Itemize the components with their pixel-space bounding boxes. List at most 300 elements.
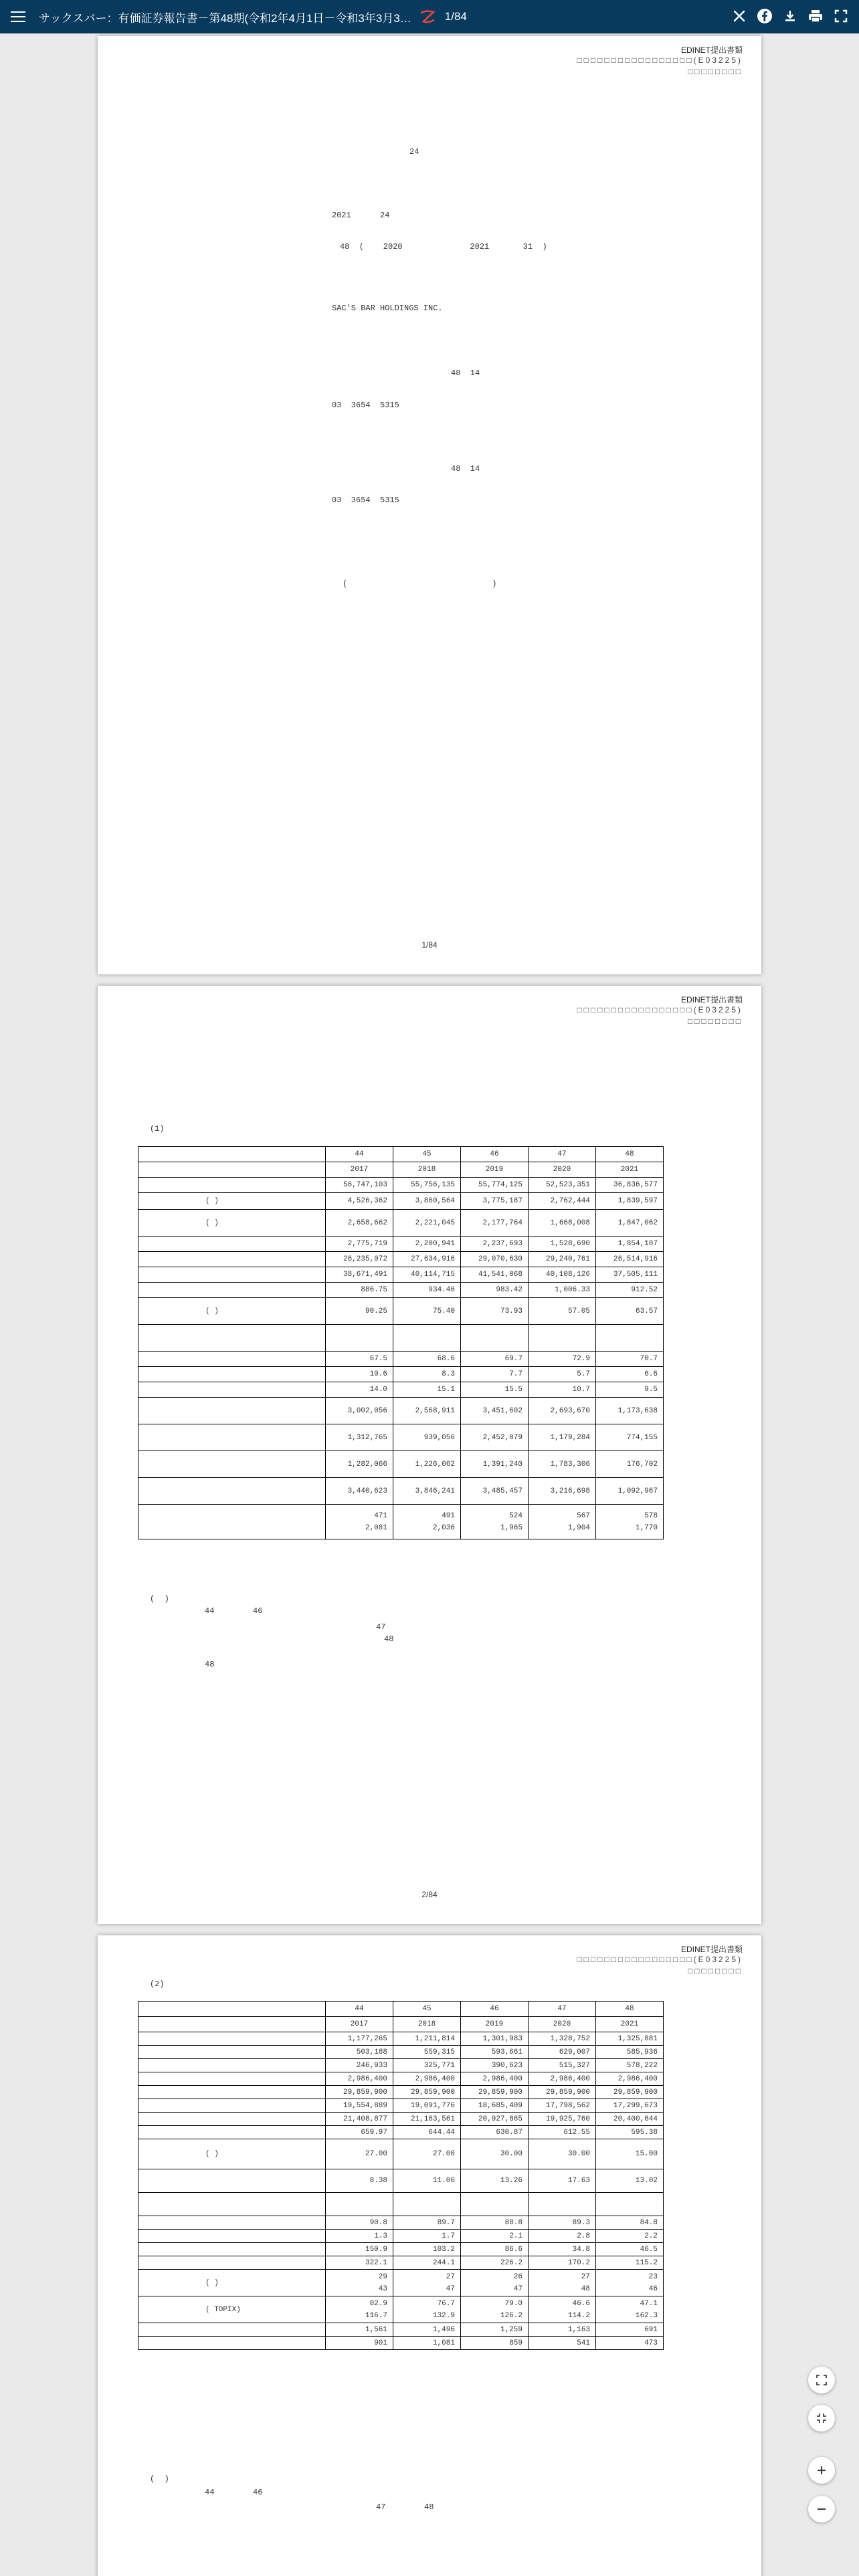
cell-value: 84.8 — [640, 2218, 658, 2227]
fullscreen-icon[interactable] — [832, 7, 850, 25]
print-icon[interactable] — [807, 7, 824, 25]
table-header-row — [138, 1162, 664, 1178]
value-cell — [461, 2323, 529, 2337]
document-type-line: □□□□□□□□ — [688, 1966, 743, 1975]
row-label-cell — [138, 1505, 326, 1539]
header-cell: 2021 — [596, 2017, 664, 2032]
table-row — [138, 1424, 664, 1451]
header-cell: 47 — [529, 2002, 596, 2017]
value-cell — [393, 1325, 461, 1352]
value-cell — [326, 2169, 393, 2193]
header-cell: 2019 — [461, 1162, 529, 1178]
value-cell — [326, 1237, 393, 1252]
value-cell — [529, 2216, 596, 2230]
row-label-cell — [138, 2072, 326, 2086]
header-cell: 46 — [461, 1147, 529, 1162]
value-cell — [529, 1298, 596, 1325]
cell-value: 103.2 — [432, 2245, 455, 2254]
table-note: 44 46 — [205, 2488, 263, 2497]
cell-value: 2,775,719 — [347, 1240, 387, 1248]
value-cell — [596, 1325, 664, 1352]
cell-value: 29,240,761 — [545, 1255, 590, 1263]
brand-logo-icon[interactable] — [419, 9, 436, 25]
table-row — [138, 2126, 664, 2139]
value-cell — [461, 2337, 529, 2350]
cell-value: 1,391,240 — [482, 1460, 522, 1469]
cell-value: 18,685,409 — [478, 2101, 522, 2110]
cell-value: 559,315 — [423, 2048, 455, 2056]
cell-sub-value: 1,904 — [567, 1523, 590, 1532]
value-cell — [326, 2270, 393, 2296]
value-cell — [326, 1367, 393, 1382]
value-cell — [461, 2193, 529, 2216]
table-row — [138, 2099, 664, 2113]
cell-value: 912.52 — [631, 1286, 658, 1294]
value-cell — [461, 1424, 529, 1451]
table-row — [138, 1237, 664, 1252]
cell-value: 567 — [577, 1511, 590, 1520]
cell-value: 115.2 — [635, 2258, 658, 2267]
value-cell — [393, 1352, 461, 1367]
cell-value: 73.93 — [500, 1307, 522, 1315]
cell-value: 30.00 — [567, 2150, 590, 2158]
value-cell — [326, 1298, 393, 1325]
table-row — [138, 2139, 664, 2169]
cell-value: 1,328,752 — [550, 2034, 590, 2043]
value-cell — [393, 1193, 461, 1210]
value-cell — [393, 1424, 461, 1451]
cell-value: 1,496 — [432, 2325, 455, 2334]
cell-sub-value: 46 — [648, 2284, 658, 2293]
cell-value: 390,623 — [491, 2061, 522, 2070]
cell-value: 939,056 — [423, 1433, 455, 1442]
value-cell — [461, 2113, 529, 2126]
cell-value: 1,668,008 — [550, 1218, 590, 1227]
page-number-footer: 1/84 — [421, 940, 438, 950]
cell-value: 3,002,056 — [347, 1406, 387, 1415]
row-label-cell — [138, 1478, 326, 1505]
cell-value: 2.1 — [509, 2232, 522, 2240]
cell-value: 593,661 — [491, 2048, 522, 2056]
cell-value: 27,634,916 — [410, 1255, 455, 1263]
value-cell — [596, 2072, 664, 2086]
fit-page-button[interactable] — [808, 2367, 835, 2393]
cell-value: 29,859,900 — [410, 2088, 455, 2097]
header-cell: 2018 — [393, 2017, 461, 2032]
header-label-cell — [138, 2017, 326, 2032]
value-cell — [529, 2072, 596, 2086]
table-row — [138, 1325, 664, 1352]
value-cell — [461, 2032, 529, 2046]
cell-value: 644.44 — [428, 2128, 455, 2137]
value-cell — [529, 1424, 596, 1451]
value-cell — [529, 1210, 596, 1237]
table-row — [138, 1398, 664, 1424]
value-cell — [393, 2256, 461, 2270]
cell-value: 2,986,400 — [415, 2074, 455, 2083]
header-cell: 2017 — [326, 2017, 393, 2032]
cell-value: 13.26 — [500, 2177, 522, 2185]
table-row — [138, 1193, 664, 1210]
cell-value: 901 — [374, 2339, 387, 2347]
value-cell — [393, 1210, 461, 1237]
value-cell — [596, 1505, 664, 1539]
value-cell — [529, 1478, 596, 1505]
cell-value: 20,400,644 — [613, 2115, 658, 2123]
cell-value: 63.57 — [635, 1307, 658, 1315]
cell-value: 1,325,881 — [617, 2034, 658, 2043]
value-cell — [326, 1325, 393, 1352]
viewer-toolbar — [0, 0, 859, 33]
table-row — [138, 1451, 664, 1478]
cell-value: 15.00 — [635, 2150, 658, 2158]
value-cell — [393, 2169, 461, 2193]
value-cell — [596, 1478, 664, 1505]
page-counter: 1/84 — [444, 10, 467, 23]
cell-value: 9.5 — [644, 1386, 658, 1394]
cell-sub-value: 47 — [513, 2284, 522, 2293]
cell-value: 55,756,135 — [410, 1181, 455, 1189]
value-cell — [529, 2243, 596, 2256]
cell-value: 13.02 — [635, 2177, 658, 2185]
cell-sub-value: 48 — [581, 2284, 590, 2293]
row-label-cell: ( ) — [138, 2139, 326, 2169]
value-cell — [596, 1252, 664, 1267]
row-label-cell: ( ) — [138, 1298, 326, 1325]
value-cell — [393, 1252, 461, 1267]
value-cell — [393, 2323, 461, 2337]
value-cell — [529, 1325, 596, 1352]
value-cell — [596, 1367, 664, 1382]
value-cell — [393, 2059, 461, 2072]
cell-value: 2.8 — [577, 2232, 590, 2240]
value-cell — [529, 1505, 596, 1539]
cell-value: 29,859,900 — [478, 2088, 522, 2097]
value-cell — [326, 2337, 393, 2350]
value-cell — [393, 2086, 461, 2099]
value-cell — [326, 2086, 393, 2099]
value-cell — [326, 2032, 393, 2046]
cell-value: 630.87 — [496, 2128, 522, 2137]
cell-value: 27 — [446, 2272, 455, 2281]
cell-value: 1.7 — [442, 2232, 455, 2240]
cell-value: 27 — [581, 2272, 590, 2281]
table-row — [138, 2216, 664, 2230]
row-label-cell — [138, 2256, 326, 2270]
document-page-1 — [98, 36, 761, 974]
cell-value: 2.2 — [644, 2232, 658, 2240]
value-cell — [326, 1352, 393, 1367]
header-cell: 45 — [393, 2002, 461, 2017]
company-name-en: SAC'S BAR HOLDINGS INC. — [332, 304, 443, 313]
cell-value: 27.00 — [432, 2150, 455, 2158]
cell-value: 2,986,400 — [347, 2074, 387, 2083]
cell-value: 1,177,265 — [347, 2034, 387, 2043]
menu-icon[interactable] — [11, 11, 25, 22]
cell-value: 2,221,045 — [415, 1218, 455, 1227]
value-cell — [393, 1367, 461, 1382]
cell-value: 46.6 — [572, 2299, 590, 2308]
value-cell — [461, 1325, 529, 1352]
cell-value: 40,114,715 — [410, 1271, 455, 1279]
row-label-cell: ( ) — [138, 1210, 326, 1237]
cell-value: 1,312,765 — [347, 1433, 387, 1442]
value-cell — [529, 1283, 596, 1298]
row-label-cell — [138, 2126, 326, 2139]
row-label-cell — [138, 2099, 326, 2113]
value-cell — [326, 1210, 393, 1237]
cell-value: 503,188 — [356, 2048, 387, 2056]
cell-value: 246,933 — [356, 2061, 387, 2070]
row-label-cell — [138, 1178, 326, 1193]
cell-value: 3,846,241 — [415, 1487, 455, 1495]
value-cell — [596, 2126, 664, 2139]
header-cell: 44 — [326, 1147, 393, 1162]
row-label-cell — [138, 2113, 326, 2126]
value-cell — [529, 2230, 596, 2243]
cell-value: 2,762,444 — [550, 1197, 590, 1205]
page-number-footer: 2/84 — [421, 1890, 438, 1899]
value-cell — [596, 2337, 664, 2350]
table-note: 48 — [384, 1634, 394, 1644]
header-cell: 44 — [326, 2002, 393, 2017]
value-cell — [461, 1178, 529, 1193]
cell-value: 524 — [509, 1511, 522, 1520]
table-row — [138, 2086, 664, 2099]
minus-icon — [816, 2504, 827, 2514]
cell-value: 70.7 — [640, 1355, 658, 1363]
cell-sub-value: 132.9 — [432, 2311, 455, 2320]
cell-value: 1,226,062 — [415, 1460, 455, 1469]
cell-value: 1,854,107 — [617, 1240, 658, 1248]
table-header-row — [138, 1147, 664, 1162]
table-note: 44 46 — [205, 1606, 263, 1616]
value-cell — [596, 2113, 664, 2126]
value-cell — [596, 1267, 664, 1283]
value-cell — [461, 2270, 529, 2296]
cell-value: 26 — [513, 2272, 522, 2281]
value-cell — [461, 1451, 529, 1478]
cell-value: 491 — [442, 1511, 455, 1520]
cell-value: 67.5 — [369, 1355, 387, 1363]
edinet-label: EDINET提出書類 — [680, 1945, 743, 1954]
header-label-cell — [138, 2002, 326, 2017]
value-cell — [461, 2126, 529, 2139]
value-cell — [596, 1193, 664, 1210]
value-cell — [393, 2046, 461, 2059]
cell-value: 29,859,900 — [613, 2088, 658, 2097]
cell-value: 6.6 — [644, 1370, 658, 1378]
cell-value: 1,163 — [567, 2325, 590, 2334]
cell-value: 471 — [374, 1511, 387, 1520]
cell-value: 17,798,562 — [545, 2101, 590, 2110]
value-cell — [326, 1505, 393, 1539]
value-cell — [393, 2337, 461, 2350]
company-code-line: □□□□□□□□□□□□□□□□□(E03225) — [577, 1005, 743, 1014]
cover-line-2: 2021 24 — [332, 211, 390, 220]
cell-value: 72.9 — [572, 1355, 590, 1363]
row-label-cell — [138, 2243, 326, 2256]
value-cell — [326, 1451, 393, 1478]
value-cell — [326, 2046, 393, 2059]
row-label-cell — [138, 2323, 326, 2337]
value-cell — [461, 1398, 529, 1424]
zoom-in-button[interactable] — [808, 2457, 835, 2484]
value-cell — [393, 2139, 461, 2169]
row-label-cell — [138, 2032, 326, 2046]
cover-line-7: 48 14 — [451, 464, 480, 473]
value-cell — [596, 2296, 664, 2323]
header-cell: 2019 — [461, 2017, 529, 2032]
value-cell — [529, 2270, 596, 2296]
cell-value: 3,451,602 — [482, 1406, 522, 1415]
value-cell — [326, 2072, 393, 2086]
cell-value: 226.2 — [500, 2258, 522, 2267]
value-cell — [326, 1252, 393, 1267]
cell-value: 21,163,561 — [410, 2115, 455, 2123]
non-consolidated-financial-table — [138, 2001, 664, 2350]
value-cell — [596, 1283, 664, 1298]
cell-value: 1,528,690 — [550, 1240, 590, 1248]
table-row — [138, 2072, 664, 2086]
value-cell — [596, 1398, 664, 1424]
cell-value: 886.75 — [361, 1286, 387, 1294]
table-row — [138, 2256, 664, 2270]
cell-value: 170.2 — [567, 2258, 590, 2267]
fit-width-button[interactable] — [808, 2405, 835, 2432]
cell-value: 2,177,764 — [482, 1218, 522, 1227]
cell-value: 88.8 — [504, 2218, 522, 2227]
cell-value: 2,237,693 — [482, 1240, 522, 1248]
cell-value: 629,007 — [559, 2048, 590, 2056]
value-cell — [326, 2230, 393, 2243]
cell-sub-value: 114.2 — [567, 2311, 590, 2320]
edinet-label: EDINET提出書類 — [680, 45, 743, 55]
value-cell — [596, 2270, 664, 2296]
cell-value: 89.3 — [572, 2218, 590, 2227]
value-cell — [393, 1178, 461, 1193]
value-cell — [596, 2216, 664, 2230]
value-cell — [461, 2243, 529, 2256]
value-cell — [461, 2296, 529, 2323]
cell-value: 19,554,889 — [343, 2101, 387, 2110]
cell-value: 1,006.33 — [555, 1286, 590, 1294]
cell-value: 90.25 — [365, 1307, 387, 1315]
value-cell — [326, 1398, 393, 1424]
cell-value: 2,986,400 — [617, 2074, 658, 2083]
value-cell — [461, 2256, 529, 2270]
cell-value: 2,452,079 — [482, 1433, 522, 1442]
cell-value: 612.55 — [563, 2128, 590, 2137]
row-label-cell — [138, 2230, 326, 2243]
value-cell — [529, 2099, 596, 2113]
row-label-cell — [138, 1424, 326, 1451]
value-cell — [461, 2139, 529, 2169]
value-cell — [393, 2126, 461, 2139]
cell-value: 56,747,103 — [343, 1181, 387, 1189]
document-page-2 — [98, 986, 761, 1924]
value-cell — [529, 2193, 596, 2216]
cell-value: 3,440,623 — [347, 1487, 387, 1495]
cell-value: 691 — [644, 2325, 658, 2334]
row-label-cell — [138, 2337, 326, 2350]
cell-value: 7.7 — [509, 1370, 522, 1378]
download-icon[interactable] — [781, 7, 799, 25]
value-cell — [596, 2169, 664, 2193]
cell-value: 17,299,673 — [613, 2101, 658, 2110]
value-cell — [326, 2243, 393, 2256]
table-row — [138, 1505, 664, 1539]
table-row — [138, 2169, 664, 2193]
value-cell — [461, 1478, 529, 1505]
value-cell — [596, 2032, 664, 2046]
cell-value: 934.46 — [428, 1286, 455, 1294]
cell-sub-value: 116.7 — [365, 2311, 387, 2320]
cell-value: 15.5 — [504, 1386, 522, 1394]
value-cell — [529, 2126, 596, 2139]
header-label-cell — [138, 1162, 326, 1178]
cell-value: 29,859,900 — [343, 2088, 387, 2097]
value-cell — [326, 2126, 393, 2139]
table-note: ( ) — [150, 1594, 169, 1604]
value-cell — [393, 2032, 461, 2046]
facebook-share-icon[interactable] — [756, 7, 773, 25]
value-cell — [393, 1267, 461, 1283]
cell-value: 19,925,760 — [545, 2115, 590, 2123]
value-cell — [461, 1193, 529, 1210]
cell-value: 3,485,457 — [482, 1487, 522, 1495]
cell-value: 578,222 — [626, 2061, 658, 2070]
cell-value: 2,200,941 — [415, 1240, 455, 1248]
company-code-line: □□□□□□□□□□□□□□□□□(E03225) — [577, 1955, 743, 1964]
value-cell — [596, 1298, 664, 1325]
cell-value: 859 — [509, 2339, 522, 2347]
company-code-line: □□□□□□□□□□□□□□□□□(E03225) — [577, 56, 743, 65]
table-row — [138, 2059, 664, 2072]
table-row — [138, 2193, 664, 2216]
cover-line-9: ( ) — [343, 579, 497, 588]
value-cell — [326, 2059, 393, 2072]
cell-value: 82.9 — [369, 2299, 387, 2308]
value-cell — [529, 1252, 596, 1267]
value-cell — [529, 1398, 596, 1424]
row-label-cell — [138, 1252, 326, 1267]
row-label-cell — [138, 2086, 326, 2099]
value-cell — [596, 2230, 664, 2243]
value-cell — [461, 2086, 529, 2099]
row-label-cell — [138, 2059, 326, 2072]
x-share-icon[interactable] — [731, 7, 748, 25]
cell-value: 41,541,068 — [478, 1271, 522, 1279]
cell-value: 1,839,597 — [617, 1197, 658, 1205]
value-cell — [596, 2046, 664, 2059]
value-cell — [529, 1352, 596, 1367]
table-note: 47 — [376, 1622, 386, 1632]
value-cell — [326, 2256, 393, 2270]
phone-number-2: 03 3654 5315 — [332, 496, 399, 505]
value-cell — [529, 1451, 596, 1478]
cell-value: 11.06 — [432, 2177, 455, 2185]
cell-value: 473 — [644, 2339, 658, 2347]
cell-value: 20,927,865 — [478, 2115, 522, 2123]
value-cell — [393, 1451, 461, 1478]
value-cell — [529, 2086, 596, 2099]
value-cell — [326, 2296, 393, 2323]
zoom-out-button[interactable] — [808, 2496, 835, 2523]
row-label-cell — [138, 1398, 326, 1424]
value-cell — [529, 2139, 596, 2169]
value-cell — [461, 1298, 529, 1325]
